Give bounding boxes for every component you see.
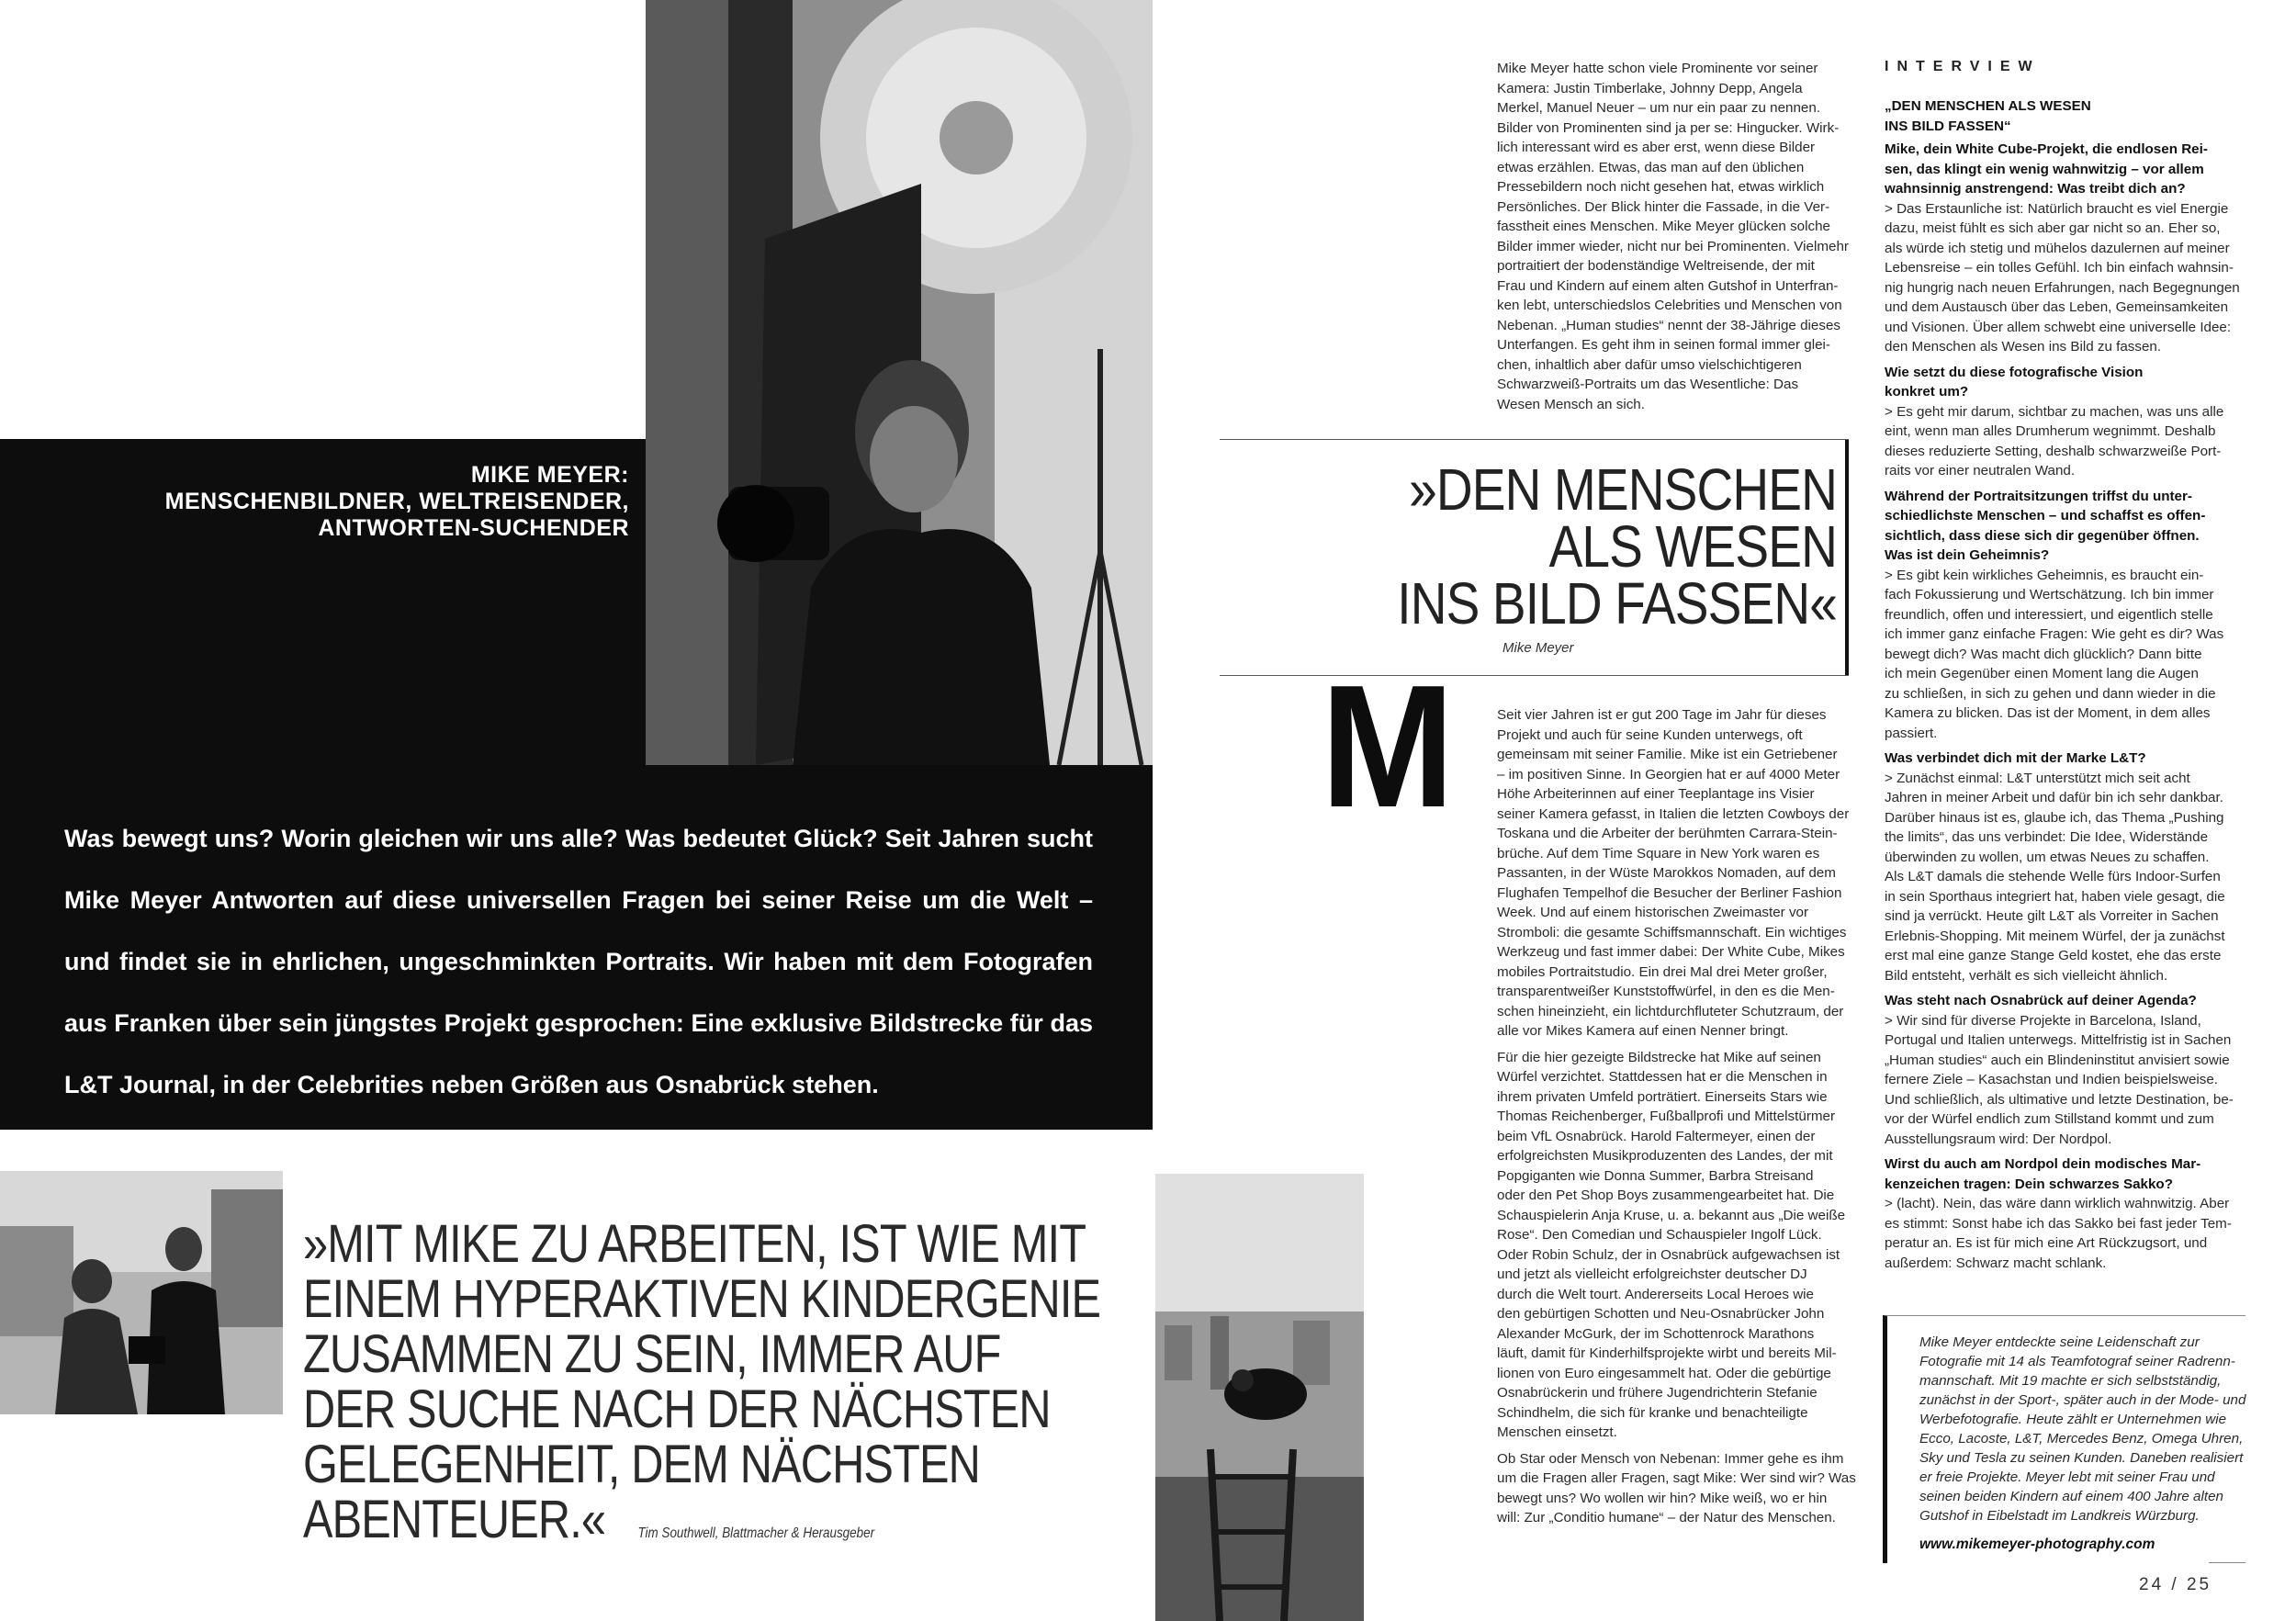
main-col-line: bewegt uns? Wo wollen wir hin? Mike weiß, wo er hin xyxy=(1497,1490,1828,1506)
top-col-line: portraitiert der bodenständige Weltreisende, der mit xyxy=(1497,258,1815,274)
bio-line: Gutshof in Eibelstadt im Landkreis Würzburg. xyxy=(1919,1508,2200,1524)
intro-line-3: und findet sie in ehrlichen, ungeschminkten Portraits. Wir haben mit dem Fotografen xyxy=(64,948,1093,975)
headline-line-2: MENSCHENBILDNER, WELTREISENDER, xyxy=(164,489,629,514)
interview-answer-line: „Human studies“ auch ein Blindeninstitut anvisiert sowie xyxy=(1885,1052,2230,1068)
main-col-line: läuft, damit für Kinderhilfsprojekte wirbt und bereits Mil- xyxy=(1497,1345,1837,1361)
main-col-line: Week. Und auf einem historischen Zweimaster vor xyxy=(1497,905,1809,920)
pullquote-line-1: »DEN MENSCHEN xyxy=(1409,456,1837,523)
interview-title-line: „DEN MENSCHEN ALS WESEN xyxy=(1885,98,2091,114)
main-paragraph-3 xyxy=(1497,1449,1856,1528)
interview-question xyxy=(1885,991,2250,1011)
interview-answer-line: Erlebnis-Shopping. Mit meinem Würfel, der ja zunächst xyxy=(1885,928,2225,944)
interview-answer-line: und dem Austausch über das Leben, Gemeinsamkeiten xyxy=(1885,299,2229,315)
interview-column xyxy=(1885,96,2250,1278)
interview-answer xyxy=(1885,566,2250,744)
interview-question-line: sen, das klingt ein wenig wahnwitzig – vor allem xyxy=(1885,161,2204,177)
interview-answer-line: Als L&T damals die stehende Welle fürs Indoor-Surfen xyxy=(1885,869,2221,884)
interview-question-line: Wirst du auch am Nordpol dein modisches Mar- xyxy=(1885,1156,2201,1172)
main-col-line: mobiles Portraitstudio. Ein drei Mal drei Meter großer, xyxy=(1497,963,1828,980)
rooftop-photo xyxy=(1155,1174,1364,1621)
interview-answer-line: raits vor einer neutralen Wand. xyxy=(1885,463,2076,478)
interview-answer-line: nig hungrig nach neuen Erfahrungen, nach Begegnungen xyxy=(1885,279,2240,296)
main-col-line: Oder Robin Schulz, der in Osnabrück aufgewachsen ist xyxy=(1497,1246,1840,1263)
interview-answer-line: erst mal eine ganze Stange Geld kostet, ehe das erste xyxy=(1885,948,2222,963)
bio-box xyxy=(1883,1315,2245,1563)
quote-line-4: DER SUCHE NACH DER NÄCHSTEN xyxy=(303,1379,1051,1439)
interview-answer-line: vor der Würfel endlich zum Stillstand kommt und zum xyxy=(1885,1111,2214,1127)
interview-answer xyxy=(1885,1011,2250,1150)
main-photo xyxy=(646,0,1153,765)
bio-line: er freie Projekte. Meyer lebt mit seiner Frau und xyxy=(1919,1469,2215,1485)
main-col-line: Menschen einsetzt. xyxy=(1497,1424,1617,1440)
interview-answer xyxy=(1885,199,2250,357)
top-col-line: ken lebt, unterschiedslos Celebrities und Menschen von xyxy=(1497,298,1842,313)
main-col-line: den gebürtigen Schotten und Neu-Osnabrücker John xyxy=(1497,1306,1825,1322)
interview-answer-line: > Das Erstaunliche ist: Natürlich braucht es viel Energie xyxy=(1885,200,2229,217)
quote-line-5: GELEGENHEIT, DEM NÄCHSTEN xyxy=(303,1435,980,1494)
quote-line-1: »MIT MIKE ZU ARBEITEN, IST WIE MIT xyxy=(303,1214,1086,1274)
interview-answer-line: bewegt dich? Was macht dich glücklich? Dann bitte xyxy=(1885,646,2202,662)
bio-line: Ecco, Lacoste, L&T, Mercedes Benz, Omega Uhren, xyxy=(1919,1431,2244,1447)
top-col-line: lich interessant wird es aber erst, wenn diese Bilder xyxy=(1497,140,1816,155)
interview-question xyxy=(1885,363,2250,402)
interview-question-line: Was ist dein Geheimnis? xyxy=(1885,547,2050,563)
interview-answer-line: > Wir sind für diverse Projekte in Barcelona, Island, xyxy=(1885,1012,2201,1029)
interview-answer-line: Lebensreise – ein tolles Gefühl. Ich bin einfach wahnsin- xyxy=(1885,260,2234,276)
interview-answer xyxy=(1885,1194,2250,1273)
interview-answer-line: fach Fokussierung und Wertschätzung. Ich bin immer xyxy=(1885,587,2214,602)
top-col-line: Merkel, Manuel Neuer – um nur ein paar zu nennen. xyxy=(1497,100,1821,116)
quote-line-3: ZUSAMMEN ZU SEIN, IMMER AUF xyxy=(303,1324,1001,1384)
bio-line: seinen beiden Kindern auf einem 400 Jahre alten xyxy=(1919,1489,2223,1504)
interview-question-line: kenzeichen tragen: Dein schwarzes Sakko? xyxy=(1885,1176,2173,1192)
interview-answer-line: ich mein Gegenüber einen Moment lang die Augen xyxy=(1885,666,2199,681)
rooftop-photo-image xyxy=(1155,1174,1364,1621)
main-col-line: alle vor Mikes Kamera auf einen Nenner bringt. xyxy=(1497,1023,1789,1039)
top-col-line: Unterfangen. Es geht ihm in seinen formal immer glei- xyxy=(1497,337,1830,353)
intro-line-5: L&T Journal, in der Celebrities neben Größen aus Osnabrück stehen. xyxy=(64,1071,879,1098)
top-col-line: Schwarzweiß-Portraits um das Wesentliche: Das xyxy=(1497,377,1799,392)
main-col-line: beim VfL Osnabrück. Harold Faltermeyer, einen der xyxy=(1497,1128,1816,1144)
interview-title xyxy=(1885,96,2250,136)
intro-line-1: Was bewegt uns? Worin gleichen wir uns alle? Was bedeutet Glück? Seit Jahren sucht xyxy=(64,825,1093,852)
interview-label: INTERVIEW xyxy=(1885,59,2041,74)
interview-question-line: Mike, dein White Cube-Projekt, die endlosen Rei- xyxy=(1885,141,2208,157)
intro-line-2: Mike Meyer Antworten auf diese universellen Fragen bei seiner Reise um die Welt – xyxy=(64,886,1093,914)
main-col-line: und jetzt als vielleicht erfolgreichster deutscher DJ xyxy=(1497,1266,1807,1282)
bio-text xyxy=(1919,1333,2245,1525)
pullquote-line-3: INS BILD FASSEN« xyxy=(1397,570,1837,636)
main-col-line: Schauspielerin Anja Kruse, u. a. bekannt aus „Die weiße xyxy=(1497,1207,1846,1223)
top-col-line: Bilder von Prominenten sind ja per se: Hingucker. Wirk- xyxy=(1497,119,1840,136)
intro-line-4: aus Franken über sein jüngstes Projekt gesprochen: Eine exklusive Bildstrecke für das xyxy=(64,1009,1093,1037)
interview-answer-line: zu schließen, in sich zu gehen und dann wieder in die xyxy=(1885,685,2216,702)
interview-answer-line: > (lacht). Nein, das wäre dann wirklich wahnwitzig. Aber xyxy=(1885,1196,2230,1211)
page-number: 24 / 25 xyxy=(2139,1575,2212,1594)
interview-answer-line: freundlich, offen und interessiert, und eigentlich stelle xyxy=(1885,606,2213,623)
top-col-line: Wesen Mensch an sich. xyxy=(1497,396,1645,412)
main-col-line: schen hineinzieht, ein lichtdurchfluteter Schutzraum, der xyxy=(1497,1003,1844,1019)
main-col-line: um die Fragen aller Fragen, sagt Mike: Wer sind wir? Was xyxy=(1497,1470,1856,1486)
bio-line: zunächst in der Sport-, später auch in der Mode- und xyxy=(1919,1392,2246,1408)
bio-line: Mike Meyer entdeckte seine Leidenschaft zur xyxy=(1919,1334,2200,1350)
interview-answer-line: Darüber hinaus ist es, glaube ich, das Thema „Pushing xyxy=(1885,809,2224,826)
small-left-photo-image xyxy=(0,1171,283,1414)
main-col-line: gemeinsam mit seiner Familie. Mike ist ein Getriebener xyxy=(1497,747,1838,762)
bio-line: Fotografie mit 14 als Teamfotograf seiner Radrenn- xyxy=(1919,1354,2235,1369)
interview-question-line: Was verbindet dich mit der Marke L&T? xyxy=(1885,750,2146,766)
main-col-line: Höhe Arbeiterinnen auf einer Teeplantage ins Visier xyxy=(1497,786,1815,802)
interview-question-line: schiedlichste Menschen – und schaffst es offen- xyxy=(1885,508,2206,523)
interview-answer-line: Ausstellungsraum wird: Der Nordpol. xyxy=(1885,1131,2112,1147)
interview-question xyxy=(1885,487,2250,566)
interview-answer-line: überwinden zu wollen, um etwas Neues zu schaffen. xyxy=(1885,849,2210,865)
headline-line-1: MIKE MEYER: xyxy=(470,462,629,488)
bio-bottom-rule xyxy=(2209,1562,2245,1563)
intro-text xyxy=(64,808,1093,1116)
top-col-line: Bilder immer wieder, nicht nur bei Prominenten. Vielmehr xyxy=(1497,238,1849,254)
interview-title-line: INS BILD FASSEN“ xyxy=(1885,118,2011,134)
interview-answer-line: und Visionen. Über allem schwebt eine universelle Idee: xyxy=(1885,319,2232,335)
pullquote-author: Mike Meyer xyxy=(1503,640,1574,656)
interview-answer-line: ich immer ganz einfache Fragen: Wie geht es dir? Was xyxy=(1885,626,2224,642)
interview-question-line: sichtlich, dass diese sich dir gegenüber öffnen. xyxy=(1885,527,2200,544)
main-col-line: ihrem privaten Umfeld porträtiert. Einerseits Stars wie xyxy=(1497,1088,1828,1105)
interview-answer-line: Jahren in meiner Arbeit und dafür bin ich sehr dankbar. xyxy=(1885,790,2223,805)
main-col-line: – im positiven Sinne. In Georgien hat er auf 4000 Meter xyxy=(1497,766,1840,782)
interview-answer-line: dazu, meist fühlt es sich aber gar nicht so an. Eher so, xyxy=(1885,220,2221,236)
interview-answer-line: Bild entsteht, verhält es sich vielleicht ähnlich. xyxy=(1885,967,2168,984)
top-col-line: Persönliches. Der Blick hinter die Fassade, in die Ver- xyxy=(1497,198,1830,215)
pullquote-line-2: ALS WESEN xyxy=(1548,513,1837,580)
interview-answer-line: Portugal und Italien unterwegs. Mittelfristig ist in Sachen xyxy=(1885,1032,2232,1048)
interview-answer-line: Und schließlich, als ultimative und letzte Destination, be- xyxy=(1885,1091,2234,1108)
main-col-line: Osnabrückerin und frühere Jugendrichterin Stefanie xyxy=(1497,1385,1818,1401)
top-column xyxy=(1497,59,1849,414)
top-col-line: Kamera: Justin Timberlake, Johnny Depp, Angela xyxy=(1497,80,1803,96)
interview-question-line: Wie setzt du diese fotografische Vision xyxy=(1885,364,2144,380)
headline-line-3: ANTWORTEN-SUCHENDER xyxy=(318,515,629,541)
interview-answer-line: > Es gibt kein wirkliches Geheimnis, es braucht ein- xyxy=(1885,567,2204,583)
main-paragraph-1 xyxy=(1497,705,1851,1041)
main-photo-image xyxy=(646,0,1153,765)
interview-answer-line: peratur an. Es ist für mich eine Art Rückzugsort, und xyxy=(1885,1235,2208,1251)
main-col-line: will: Zur „Conditio humane“ – der Natur des Menschen. xyxy=(1497,1510,1836,1525)
main-col-line: Für die hier gezeigte Bildstrecke hat Mike auf seinen xyxy=(1497,1049,1821,1065)
interview-answer-line: in sein Sporthaus integriert hat, haben viele gesagt, die xyxy=(1885,888,2225,905)
interview-question-line: Was steht nach Osnabrück auf deiner Agenda? xyxy=(1885,993,2197,1008)
quote-line-6-text: ABENTEUER.« xyxy=(303,1490,606,1549)
main-col-line: Popgiganten wie Donna Summer, Barbra Streisand xyxy=(1497,1167,1814,1184)
main-col-line: Flughafen Tempelhof die Besucher der Berliner Fashion xyxy=(1497,884,1842,901)
right-pull-quote xyxy=(1304,456,1837,636)
main-col-line: Projekt und auch für seine Kunden unterwegs, oft xyxy=(1497,726,1803,743)
drop-cap: M xyxy=(1321,649,1455,844)
main-col-line: Passanten, in der Wüste Marokkos Nomaden, auf dem xyxy=(1497,865,1836,881)
main-col-line: Rose“. Den Comedian und Schauspieler Ingolf Lück. xyxy=(1497,1227,1822,1243)
interview-answer-line: Kamera zu blicken. Das ist der Moment, in dem alles xyxy=(1885,705,2211,721)
main-col-line: Alexander McGurk, der im Schottenrock Marathons xyxy=(1497,1325,1815,1342)
top-col-line: Pressebildern noch nicht gesehen hat, etwas wirklich xyxy=(1497,179,1825,195)
top-col-line: etwas erzählen. Etwas, das man auf den üblichen xyxy=(1497,159,1805,175)
bio-line: Sky und Tesla zu seinen Kunden. Daneben realisiert xyxy=(1919,1450,2244,1466)
main-col-line: Werkzeug und fast immer dabei: Der White Cube, Mikes xyxy=(1497,944,1845,960)
left-headline xyxy=(138,462,629,542)
interview-answer-line: > Es geht mir darum, sichtbar zu machen, was uns alle xyxy=(1885,403,2224,420)
quote-line-6 xyxy=(303,1492,982,1561)
top-col-line: fasstheit eines Menschen. Mike Meyer glücken solche xyxy=(1497,219,1830,234)
interview-answer xyxy=(1885,769,2250,986)
interview-answer-line: the limits“, das uns verbindet: Die Idee, Widerstände xyxy=(1885,829,2209,845)
interview-question-line: Während der Portraitsitzungen triffst du unter- xyxy=(1885,488,2192,504)
main-col-line: seiner Kamera gefasst, in Italien die letzten Cowboys der xyxy=(1497,805,1850,822)
interview-answer-line: den Menschen als Wesen ins Bild zu fassen. xyxy=(1885,339,2162,355)
top-col-line: Nebenan. „Human studies“ nennt der 38-Jährige dieses xyxy=(1497,317,1840,333)
interview-answer-line: eint, wenn man alles Drumherum wegnimmt. Deshalb xyxy=(1885,423,2216,439)
top-col-line: Mike Meyer hatte schon viele Prominente vor seiner xyxy=(1497,61,1818,76)
main-col-line: oder den Pet Shop Boys zusammengearbeitet hat. Die xyxy=(1497,1188,1835,1203)
interview-answer-line: fernere Ziele – Kasachstan und Indien beispielsweise. xyxy=(1885,1072,2219,1087)
interview-qa-list xyxy=(1885,140,2250,1273)
interview-answer-line: dieses reduzierte Setting, deshalb schwarzweiße Port- xyxy=(1885,443,2222,459)
interview-question xyxy=(1885,1154,2250,1194)
main-col-line: Stromboli: die gesamte Schiffsmannschaft. Ein wichtiges xyxy=(1497,924,1847,940)
interview-answer-line: es stimmt: Sonst habe ich das Sakko bei fast jeder Tem- xyxy=(1885,1215,2232,1232)
main-col-line: Toskana und die Arbeiter der berühmten Carrara-Stein- xyxy=(1497,826,1838,841)
interview-answer-line: sind ja verrückt. Heute gilt L&T als Vorreiter in Sachen xyxy=(1885,908,2219,924)
top-col-line: chen, inhaltlich aber dafür umso vielschichtigeren xyxy=(1497,356,1802,373)
main-col-line: lionen von Euro eingesammelt hat. Oder die gebürtige xyxy=(1497,1365,1831,1381)
main-col-line: Würfel verzichtet. Stattdessen hat er die Menschen in xyxy=(1497,1069,1828,1085)
main-col-line: Schindhelm, die sich für kranke und benachteiligte xyxy=(1497,1404,1808,1421)
interview-answer-line: > Zunächst einmal: L&T unterstützt mich seit acht xyxy=(1885,770,2190,786)
main-col-line: durch die Welt tourt. Andererseits Local Heroes wie xyxy=(1497,1286,1814,1302)
pullquote-rule xyxy=(1845,440,1849,675)
left-pull-quote xyxy=(303,1214,1101,1561)
top-col-line: Frau und Kindern auf einem alten Gutshof in Unterfran- xyxy=(1497,277,1839,294)
small-left-photo xyxy=(0,1171,283,1414)
interview-question-line: wahnsinnig anstrengend: Was treibt dich an? xyxy=(1885,181,2186,197)
interview-answer-line: außerdem: Schwarz macht schlank. xyxy=(1885,1255,2107,1271)
bio-line: mannschaft. Mit 19 machte er sich selbstständig, xyxy=(1919,1373,2222,1389)
interview-answer xyxy=(1885,402,2250,481)
main-col-line: Ob Star oder Mensch von Nebenan: Immer gehe es ihm xyxy=(1497,1450,1844,1467)
interview-question xyxy=(1885,749,2250,769)
main-column xyxy=(1497,705,1856,1535)
interview-question xyxy=(1885,140,2250,199)
interview-answer-line: als würde ich stetig und mühelos dazulernen auf meiner xyxy=(1885,240,2230,256)
bio-url-link[interactable]: www.mikemeyer-photography.com xyxy=(1919,1537,2155,1552)
main-col-line: erfolgreichsten Musikproduzenten des Landes, der mit xyxy=(1497,1148,1833,1164)
main-col-line: brüche. Auf dem Time Square in New York waren es xyxy=(1497,845,1820,861)
main-col-line: Thomas Reichenberger, Fußballprofi und Mittelstürmer xyxy=(1497,1109,1836,1124)
bio-line: Werbefotografie. Heute zählt er Unternehmen wie xyxy=(1919,1412,2227,1427)
interview-answer-line: passiert. xyxy=(1885,725,1938,741)
main-paragraph-2 xyxy=(1497,1048,1851,1443)
main-col-line: Seit vier Jahren ist er gut 200 Tage im Jahr für dieses xyxy=(1497,707,1827,723)
interview-question-line: konkret um? xyxy=(1885,384,1969,400)
main-col-line: transparentweißer Kunststoffwürfel, in den es die Men- xyxy=(1497,984,1835,999)
quote-line-2: EINEM HYPERAKTIVEN KINDERGENIE xyxy=(303,1269,1101,1329)
quote-author: Tim Southwell, Blattmacher & Herausgeber xyxy=(637,1525,875,1541)
